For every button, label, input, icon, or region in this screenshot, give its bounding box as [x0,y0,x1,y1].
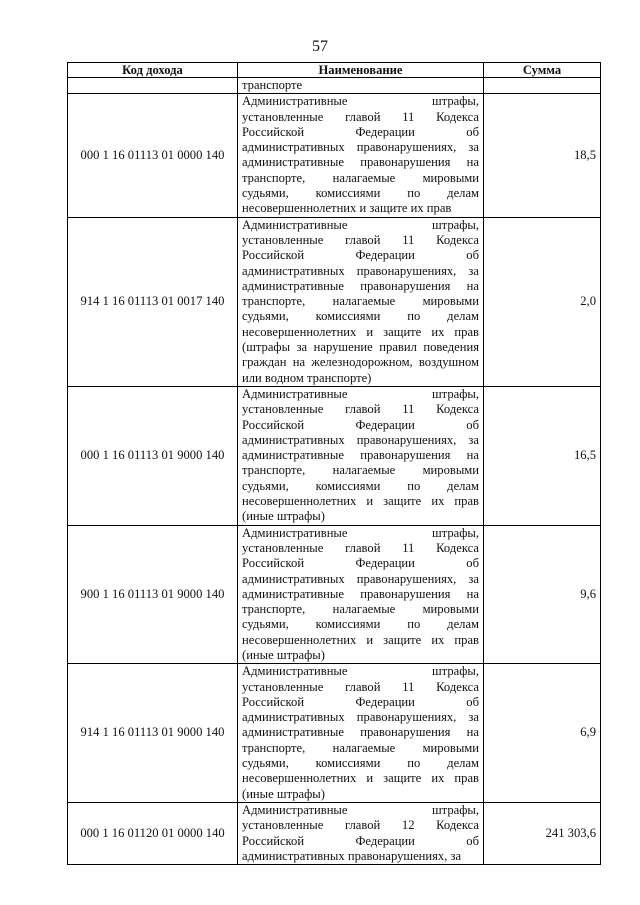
row-name: Административные штрафы, установленные главой 11 Кодекса Российской Федерации об административных правонарушениях, за административные правонарушения на транспорте, налагаемые мировыми судьями, комиссиями по делам несовершеннолетних и защите их прав (иные штрафы) [238,386,484,525]
continued-name-cell: транспорте [238,78,484,94]
row-sum: 2,0 [484,217,601,386]
row-code: 914 1 16 01113 01 0017 140 [68,217,238,386]
row-code: 000 1 16 01113 01 0000 140 [68,94,238,217]
row-sum: 18,5 [484,94,601,217]
page-number: 57 [312,38,328,55]
row-code: 914 1 16 01113 01 9000 140 [68,664,238,803]
row-sum: 9,6 [484,525,601,664]
continued-sum-cell [484,78,601,94]
table-row [68,94,601,217]
row-sum: 6,9 [484,664,601,803]
row-code: 900 1 16 01113 01 9000 140 [68,525,238,664]
row-name: Административные штрафы, установленные главой 11 Кодекса Российской Федерации об административных правонарушениях, за административные правонарушения на транспорте, налагаемые мировыми судьями, комиссиями по делам несовершеннолетних и защите их прав (иные штрафы) [238,664,484,803]
row-sum: 241 303,6 [484,802,601,864]
header-name: Наименование [238,63,484,78]
header-sum: Сумма [484,63,601,78]
revenue-table [67,62,601,865]
row-code: 000 1 16 01120 01 0000 140 [68,802,238,864]
row-name: Административные штрафы, установленные главой 11 Кодекса Российской Федерации об административных правонарушениях, за административные правонарушения на транспорте, налагаемые мировыми судьями, комиссиями по делам несовершеннолетних и защите их прав [238,94,484,217]
table-row [68,802,601,864]
table-row [68,217,601,386]
continued-row [68,78,601,94]
header-code: Код дохода [68,63,238,78]
row-name: Административные штрафы, установленные главой 12 Кодекса Российской Федерации об административных правонарушениях, за [238,802,484,864]
row-name: Административные штрафы, установленные главой 11 Кодекса Российской Федерации об административных правонарушениях, за административные правонарушения на транспорте, налагаемые мировыми судьями, комиссиями по делам несовершеннолетних и защите их прав (иные штрафы) [238,525,484,664]
table-header-row [68,63,601,78]
row-name: Административные штрафы, установленные главой 11 Кодекса Российской Федерации об административных правонарушениях, за административные правонарушения на транспорте, налагаемые мировыми судьями, комиссиями по делам несовершеннолетних и защите их прав (штрафы за нарушение правил поведения граждан на железнодорожном, воздушном или водном транспорте) [238,217,484,386]
table-row [68,386,601,525]
table-row [68,664,601,803]
table-row [68,525,601,664]
continued-code-cell [68,78,238,94]
row-code: 000 1 16 01113 01 9000 140 [68,386,238,525]
row-sum: 16,5 [484,386,601,525]
